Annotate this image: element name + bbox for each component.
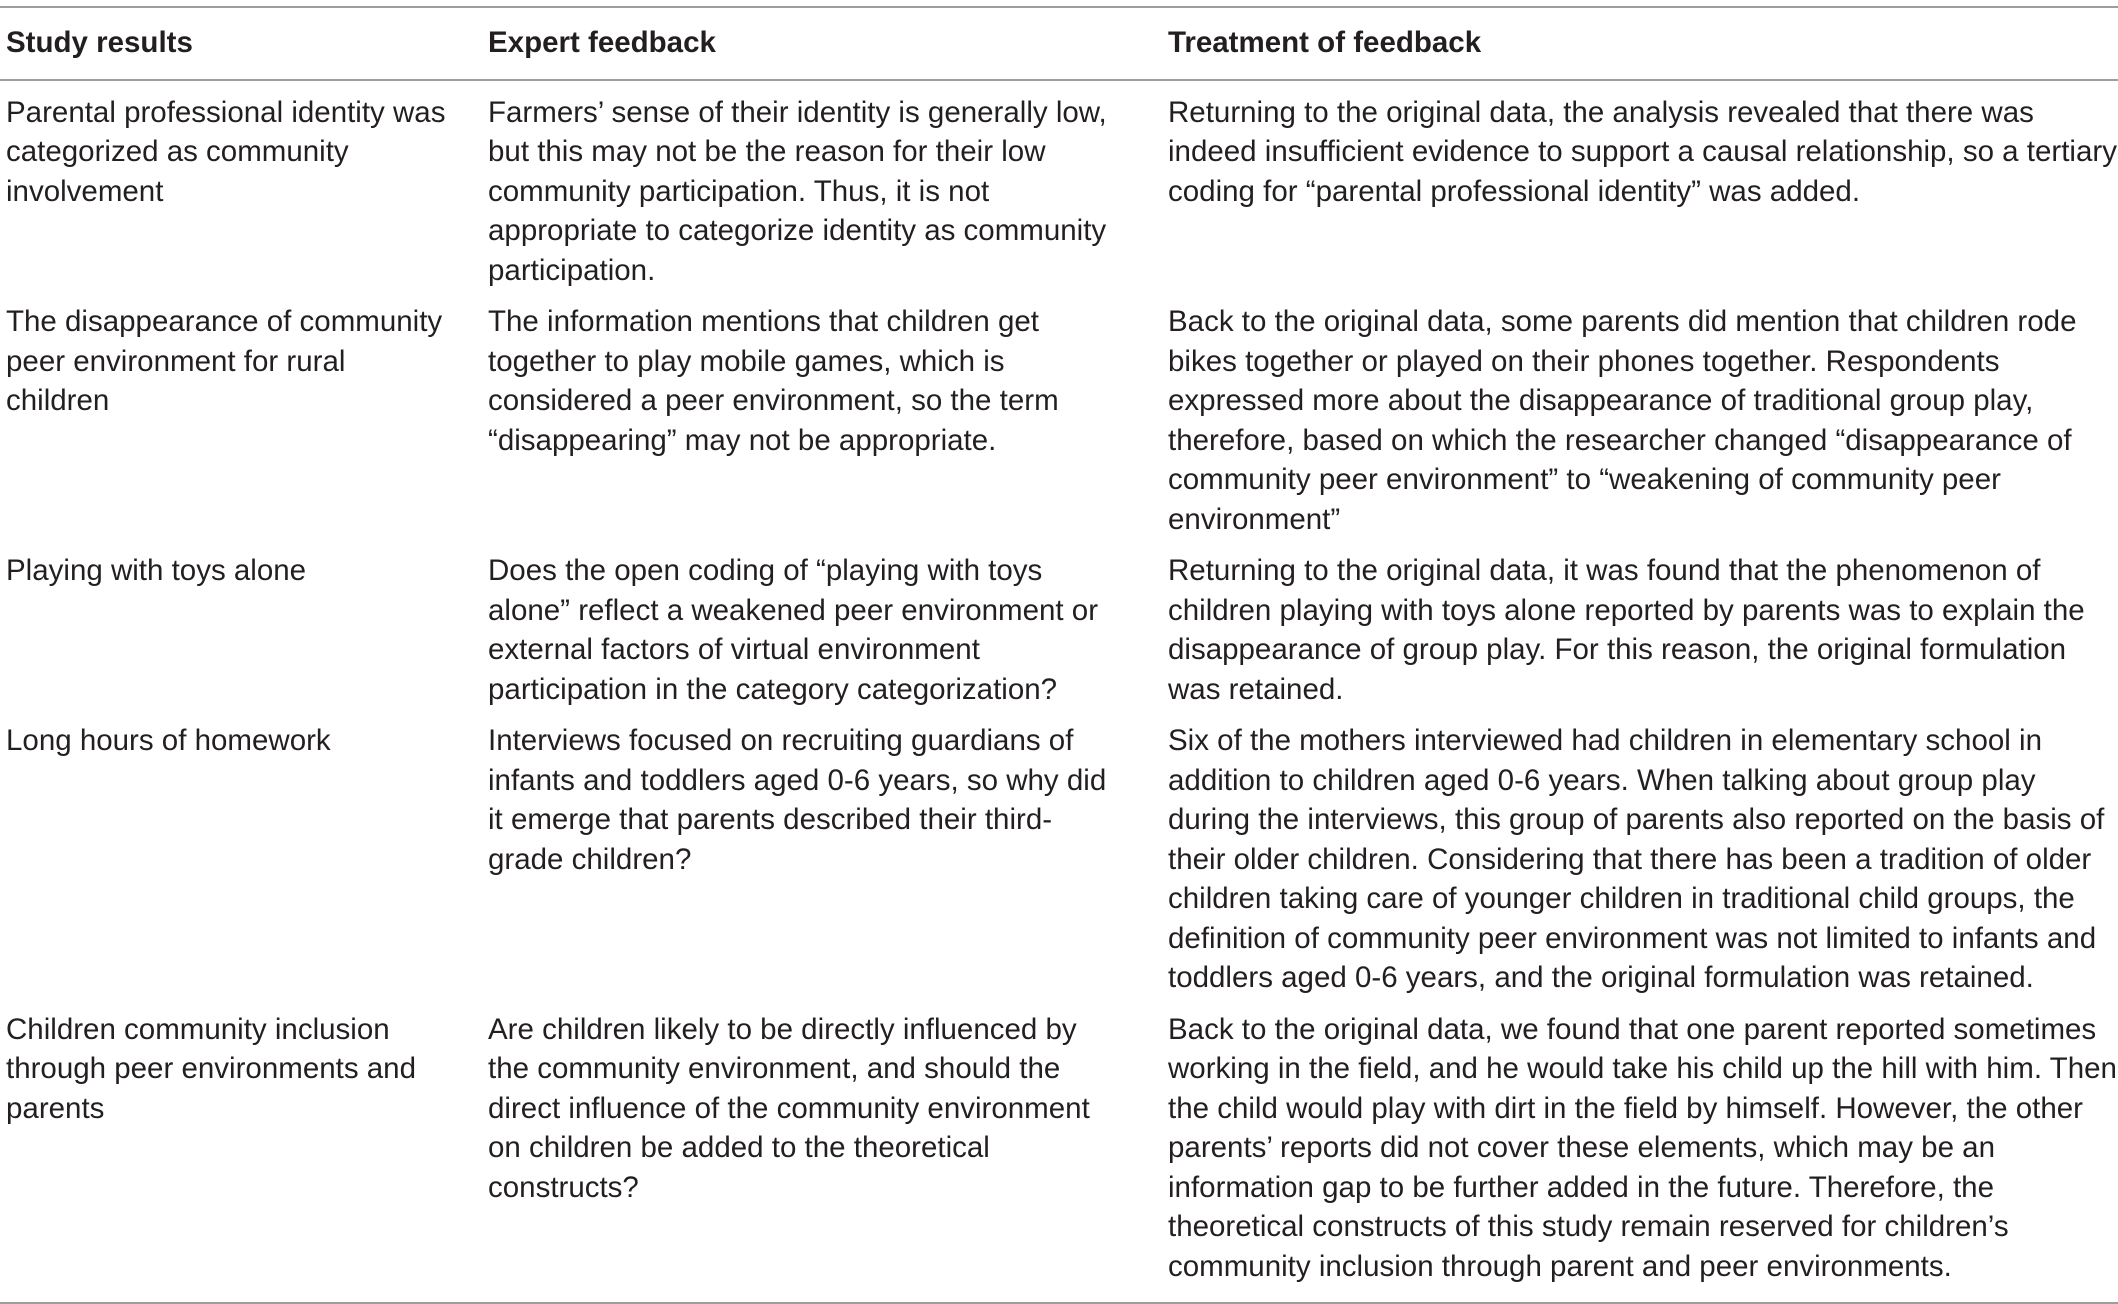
treatment-text: Returning to the original data, the analysis revealed that there was indeed insufficient evidence to support a causal relationship, so a tertiary coding for “parental professional identity” was added.	[1168, 95, 2117, 208]
study-result-text: Long hours of homework	[6, 724, 331, 757]
table-row	[0, 294, 2118, 543]
study-result-text: Playing with toys alone	[6, 554, 307, 587]
table-row	[0, 543, 2118, 713]
expert-feedback-text: Does the open coding of “playing with toys alone” reflect a weakened peer environment or external factors of virtual environment participation in the category categorization?	[488, 554, 1099, 706]
table-body	[0, 80, 2118, 1304]
treatment-cell	[1162, 543, 2118, 713]
expert-feedback-cell	[482, 543, 1162, 713]
header-treatment-of-feedback: Treatment of feedback	[1168, 26, 1482, 59]
expert-feedback-text: Interviews focused on recruiting guardians of infants and toddlers aged 0-6 years, so why did it emerge that parents described their third-grade children?	[488, 724, 1107, 876]
expert-feedback-cell	[482, 294, 1162, 543]
treatment-text: Six of the mothers interviewed had children in elementary school in addition to children aged 0-6 years. When talking about group play during the interviews, this group of parents also reported on the basis of their older children. Considering that there has been a tradition of older children taking care of younger children in traditional child groups, the definition of community peer environment was not limited to infants and toddlers aged 0-6 years, and the original formulation was retained.	[1168, 724, 2105, 994]
treatment-cell	[1162, 713, 2118, 1002]
study-result-cell	[0, 543, 482, 713]
treatment-text: Returning to the original data, it was found that the phenomenon of children playing with toys alone reported by parents was to explain the disappearance of group play. For this reason, the original formulation was retained.	[1168, 554, 2085, 706]
expert-feedback-cell	[482, 713, 1162, 1002]
treatment-text: Back to the original data, we found that one parent reported sometimes working in the field, and he would take his child up the hill with him. Then the child would play with dirt in the field by himself. However, the other parents’ reports did not cover these elements, which may be an information gap to be further added in the future. Therefore, the theoretical constructs of this study remain reserved for children’s community inclusion through parent and peer environments.	[1168, 1012, 2117, 1283]
table-row	[0, 713, 2118, 1002]
table-row	[0, 1002, 2118, 1304]
header-row	[0, 7, 2118, 80]
study-result-cell	[0, 713, 482, 1002]
study-result-text: Children community inclusion through peer environments and parents	[6, 1012, 416, 1125]
treatment-cell	[1162, 80, 2118, 295]
treatment-text: Back to the original data, some parents did mention that children rode bikes together or played on their phones together. Respondents expressed more about the disappearance of traditional group play, therefore, based on which the researcher changed “disappearance of community peer environment” to “weakening of community peer environment”	[1168, 305, 2077, 536]
header-expert-feedback: Expert feedback	[488, 26, 716, 59]
study-result-text: Parental professional identity was categorized as community involvement	[6, 95, 446, 208]
expert-feedback-text: The information mentions that children get together to play mobile games, which is considered a peer environment, so the term “disappearing” may not be appropriate.	[488, 305, 1059, 457]
expert-feedback-cell	[482, 80, 1162, 295]
treatment-cell	[1162, 294, 2118, 543]
expert-feedback-cell	[482, 1002, 1162, 1304]
header-study-results: Study results	[6, 26, 193, 59]
table-row	[0, 80, 2118, 295]
expert-feedback-text: Farmers’ sense of their identity is generally low, but this may not be the reason for their low community participation. Thus, it is not appropriate to categorize identity as community participation.	[488, 95, 1107, 287]
study-result-cell	[0, 80, 482, 295]
study-result-cell	[0, 1002, 482, 1304]
study-result-cell	[0, 294, 482, 543]
study-result-text: The disappearance of community peer environment for rural children	[6, 305, 443, 417]
treatment-cell	[1162, 1002, 2118, 1304]
expert-feedback-text: Are children likely to be directly influenced by the community environment, and should the direct influence of the community environment on children be added to the theoretical constructs?	[488, 1012, 1090, 1204]
table-header	[0, 7, 2118, 80]
feedback-table	[0, 6, 2118, 1304]
